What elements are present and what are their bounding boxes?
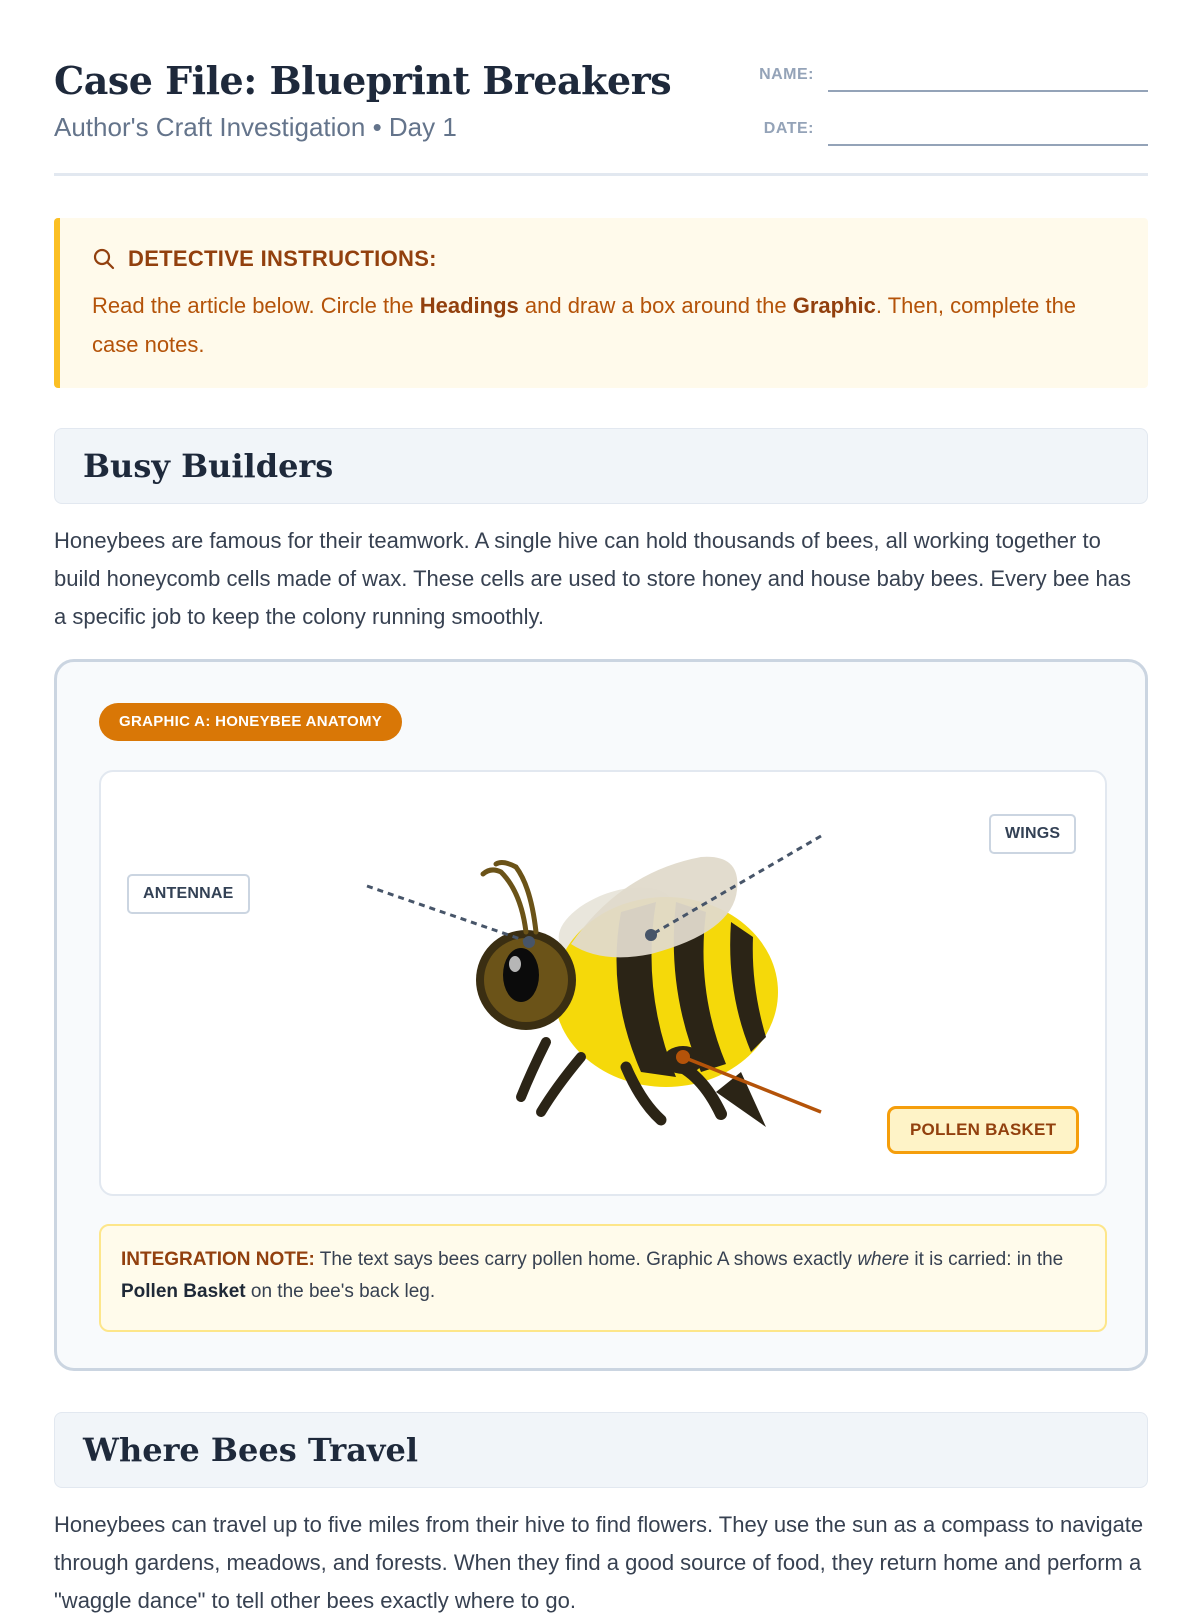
instructions-title: DETECTIVE INSTRUCTIONS: <box>128 246 437 271</box>
instructions-box <box>54 218 1148 388</box>
paragraph-busy-builders: Honeybees are famous for their teamwork. A single hive can hold thousands of bees, all working together to build honeycomb cells made of wax. These cells are used to store honey and house baby bees. Every bee has a specific job to keep the colony running smoothly. <box>54 528 1132 629</box>
section-heading-busy-builders <box>54 428 1148 504</box>
name-field <box>748 58 1148 98</box>
name-label: NAME: <box>759 66 814 83</box>
label-pollen-basket: POLLEN BASKET <box>887 1106 1079 1154</box>
bee-icon <box>476 857 778 1127</box>
date-input-line[interactable] <box>828 144 1148 146</box>
search-icon <box>92 247 116 271</box>
page-subtitle: Author's Craft Investigation • Day 1 <box>54 112 457 142</box>
heading-text: Where Bees Travel <box>83 1431 419 1469</box>
section-heading-where-bees-travel <box>54 1412 1148 1488</box>
integration-note <box>99 1224 1107 1332</box>
instructions-text: Read the article below. Circle the Headings and draw a box around the Graphic. Then, complete the case notes. <box>92 293 1077 357</box>
anatomy-diagram <box>99 770 1107 1196</box>
paragraph-where-bees-travel: Honeybees can travel up to five miles from their hive to find flowers. They use the sun as a compass to navigate through gardens, meadows, and forests. When they find a good source of food, they return home and perform a "waggle dance" to tell other bees exactly where to go. <box>54 1512 1144 1613</box>
heading-text: Busy Builders <box>83 447 334 485</box>
worksheet-header <box>54 0 1148 176</box>
label-antennae: ANTENNAE <box>127 874 250 914</box>
name-input-line[interactable] <box>828 90 1148 92</box>
instructions-header <box>92 246 437 272</box>
integration-note-text: INTEGRATION NOTE: The text says bees carry pollen home. Graphic A shows exactly where it is carried: in the Pollen Basket on the bee's back leg. <box>121 1249 1064 1302</box>
date-label: DATE: <box>763 120 814 137</box>
page-title: Case File: Blueprint Breakers <box>54 58 672 103</box>
date-field <box>748 112 1148 152</box>
graphic-badge: GRAPHIC A: HONEYBEE ANATOMY <box>99 703 402 741</box>
graphic-box <box>54 659 1148 1371</box>
worksheet-page <box>54 0 1148 1613</box>
label-wings: WINGS <box>989 814 1076 854</box>
